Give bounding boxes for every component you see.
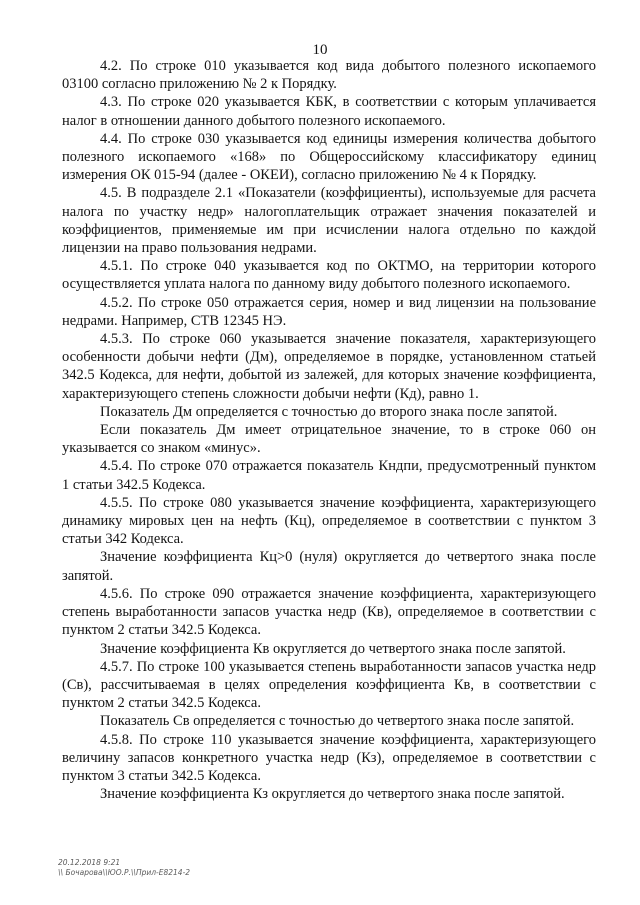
paragraph-4-4: 4.4. По строке 030 указывается код единицы измерения количества добытого полезного ископаемого «168» по Общероссийскому классификатору единиц измерения ОК 015-94 (далее - ОКЕИ), согласно приложению № 4 к Порядку. — [62, 130, 596, 184]
paragraph-4-5-7: 4.5.7. По строке 100 указывается степень выработанности запасов участка недр (Св), рассчитываемая в целях определения коэффициента Кв, в соответствии с пунктом 2 статьи 342.5 Кодекса. — [62, 658, 596, 712]
paragraph-kz-rounding: Значение коэффициента Кз округляется до четвертого знака после запятой. — [100, 786, 565, 803]
paragraph-4-2: 4.2. По строке 010 указывается код вида добытого полезного ископаемого 03100 согласно приложению № 2 к Порядку. — [62, 58, 596, 93]
paragraph-4-5-2: 4.5.2. По строке 050 отражается серия, номер и вид лицензии на пользование недрами. Например, СТВ 12345 НЭ. — [62, 294, 596, 329]
paragraph-4-5-3: 4.5.3. По строке 060 указывается значение показателя, характеризующего особенности добычи нефти (Дм), определяемое в порядке, установленном статьей 342.5 Кодекса, для нефти, добытой из залежей, для которых значение коэффициента, характеризующего степень сложности добычи нефти (Кд), равно 1. — [62, 331, 596, 402]
paragraph-4-3: 4.3. По строке 020 указывается КБК, в соответствии с которым уплачивается налог в отношении данного добытого полезного ископаемого. — [62, 94, 596, 129]
paragraph-4-5: 4.5. В подразделе 2.1 «Показатели (коэффициенты), используемые для расчета налога по участку недр» налогоплательщик отражает значения показателей и коэффициентов, применяемые им при исчислении налога отдельно по каждой лицензии на право пользования недрами. — [62, 185, 596, 257]
document-body — [62, 57, 596, 803]
document-footer — [58, 858, 190, 878]
paragraph-dm-negative: Если показатель Дм имеет отрицательное значение, то в строке 060 он указывается со знаком «минус». — [62, 422, 596, 457]
page-number: 10 — [312, 42, 328, 58]
footer-file-path: \\ Бочарова\\ЮО.Р.\\Прил-Е8214-2 — [58, 868, 191, 877]
paragraph-4-5-1: 4.5.1. По строке 040 указывается код по ОКТМО, на территории которого осуществляется уплата налога по данному виду добытого полезного ископаемого. — [62, 258, 596, 293]
footer-timestamp: 20.12.2018 9:21 — [58, 858, 121, 867]
paragraph-4-5-8: 4.5.8. По строке 110 указывается значение коэффициента, характеризующего величину запасов конкретного участка недр (Кз), определяемое в соответствии с пунктом 3 статьи 342.5 Кодекса. — [62, 731, 596, 784]
paragraph-kc-rounding: Значение коэффициента Кц>0 (нуля) округляется до четвертого знака после запятой. — [62, 549, 596, 584]
paragraph-4-5-5: 4.5.5. По строке 080 указывается значение коэффициента, характеризующего динамику мировых цен на нефть (Кц), определяемое в соответствии с пунктом 3 статьи 342 Кодекса. — [62, 494, 596, 548]
paragraph-4-5-6: 4.5.6. По строке 090 отражается значение коэффициента, характеризующего степень выработанности запасов участка недр (Кв), определяемое в соответствии с пунктом 2 статьи 342.5 Кодекса. — [62, 585, 596, 639]
paragraph-4-5-4: 4.5.4. По строке 070 отражается показатель Кндпи, предусмотренный пунктом 1 статьи 342.5 Кодекса. — [62, 458, 596, 493]
paragraph-dm-precision: Показатель Дм определяется с точностью до второго знака после запятой. — [100, 403, 558, 420]
paragraph-sv-precision: Показатель Св определяется с точностью до четвертого знака после запятой. — [100, 713, 575, 730]
paragraph-kv-rounding: Значение коэффициента Кв округляется до четвертого знака после запятой. — [100, 640, 566, 657]
